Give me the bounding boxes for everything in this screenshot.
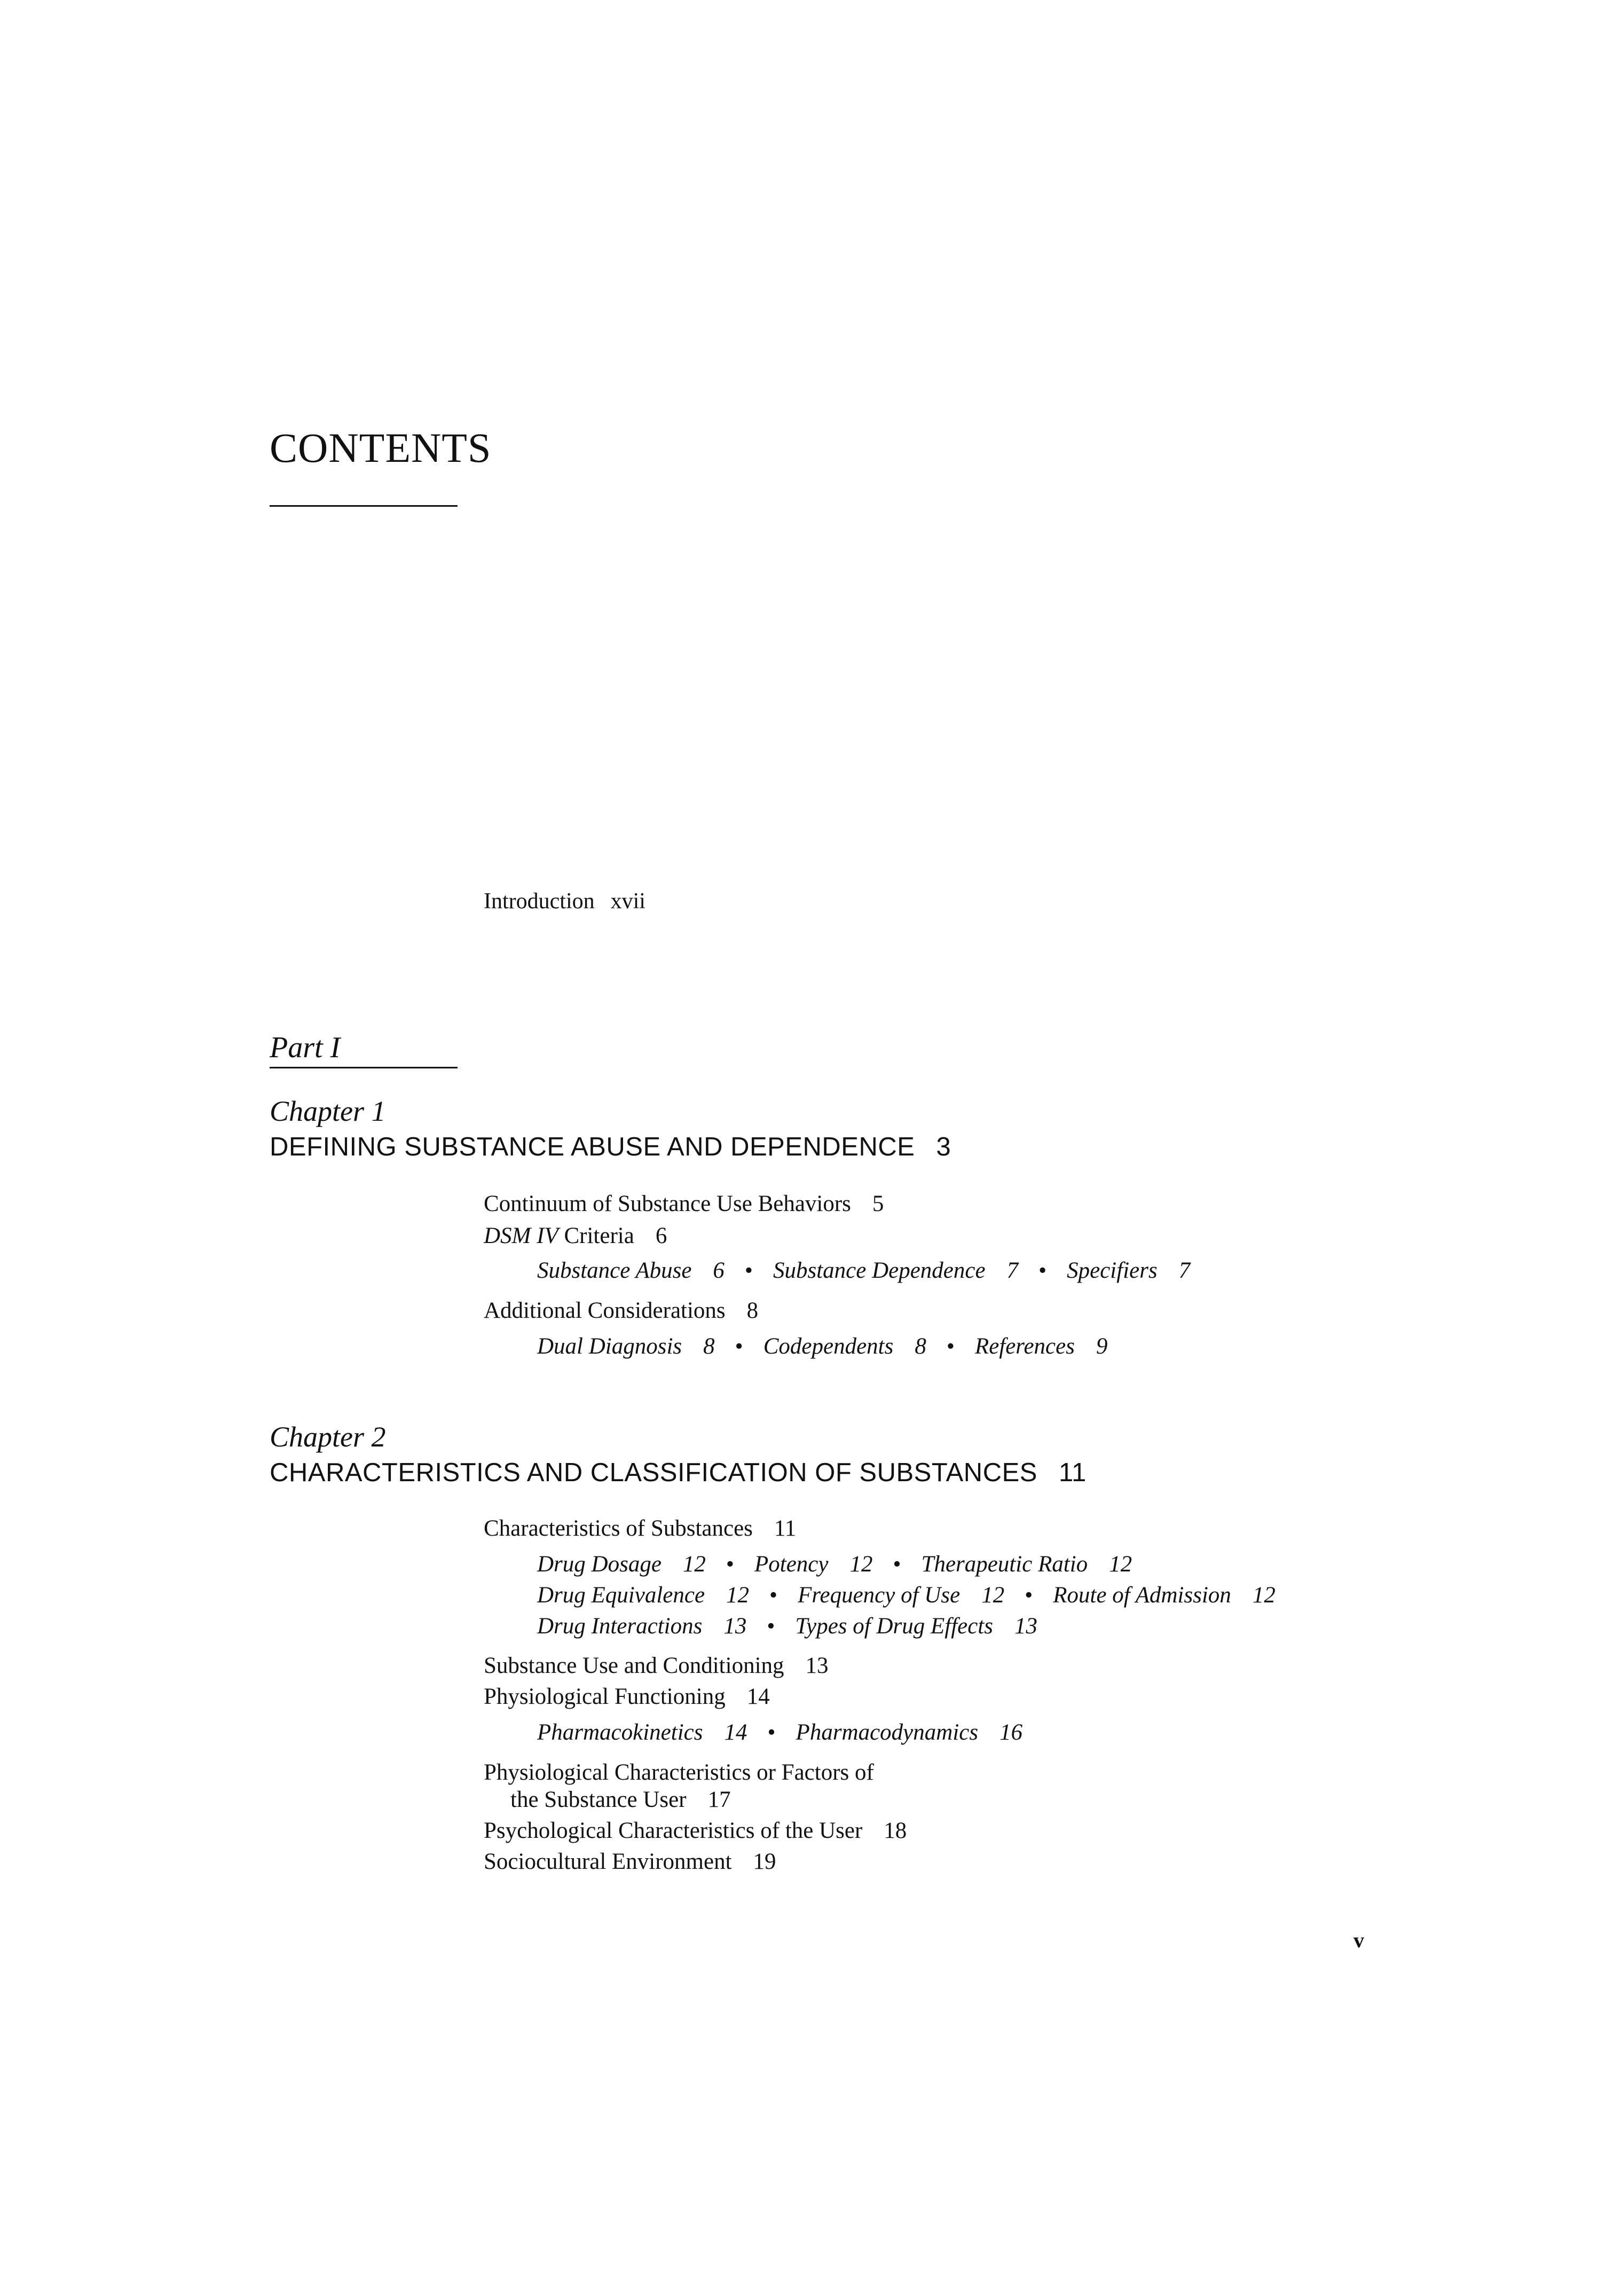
chapter-1-label: Chapter 1 [270,1095,386,1127]
toc-subitem[interactable]: Codependents [763,1334,894,1359]
chapter-1-title[interactable] [270,1132,951,1162]
toc-subitem[interactable]: Types of Drug Effects [795,1614,994,1639]
toc-subitem[interactable]: Drug Equivalence [537,1583,705,1608]
bullet-icon: • [769,1583,778,1608]
toc-introduction[interactable] [484,888,645,914]
toc-entry[interactable]: Physiological Characteristics or Factors of [484,1760,874,1785]
toc-subitems: Substance Abuse 6 • Substance Dependence 7 • Specifiers 7 [537,1258,1191,1283]
bullet-icon: • [1038,1258,1047,1283]
bullet-icon: • [767,1614,775,1639]
toc-entry-continuation[interactable]: the Substance User 17 [510,1787,731,1812]
toc-entry[interactable]: DSM IV Criteria 6 [484,1223,667,1248]
toc-subitem[interactable]: Drug Interactions [537,1614,703,1639]
toc-subitem[interactable]: Substance Dependence [773,1258,986,1283]
page-number: v [1353,1928,1364,1952]
toc-entry[interactable]: Physiological Functioning 14 [484,1684,770,1709]
toc-subitem[interactable]: Pharmacodynamics [796,1720,979,1745]
toc-subitems: Pharmacokinetics 14 • Pharmacodynamics 16 [537,1720,1023,1745]
toc-entry[interactable]: Substance Use and Conditioning 13 [484,1653,829,1678]
part-rule [270,1067,458,1068]
toc-entry[interactable]: Psychological Characteristics of the User 18 [484,1818,907,1843]
chapter-1-page: 3 [936,1133,951,1161]
toc-subitems: Drug Dosage 12 • Potency 12 • Therapeutic Ratio 12 [537,1552,1132,1577]
bullet-icon: • [1025,1583,1033,1608]
toc-subitem[interactable]: Therapeutic Ratio [921,1552,1088,1577]
toc-subitems: Dual Diagnosis 8 • Codependents 8 • References 9 [537,1334,1108,1359]
chapter-2-title[interactable] [270,1458,1086,1488]
toc-entry[interactable]: Sociocultural Environment 19 [484,1849,776,1874]
bullet-icon: • [893,1552,901,1577]
chapter-2-title-text: CHARACTERISTICS AND CLASSIFICATION OF SUBSTANCES [270,1458,1037,1487]
chapter-2-label: Chapter 2 [270,1421,386,1453]
bullet-icon: • [735,1334,743,1359]
bullet-icon: • [946,1334,955,1359]
toc-subitem[interactable]: Frequency of Use [798,1583,960,1608]
toc-subitem[interactable]: Pharmacokinetics [537,1720,703,1745]
toc-subitem[interactable]: Drug Dosage [537,1552,662,1577]
toc-entry[interactable]: Characteristics of Substances 11 [484,1516,797,1541]
toc-subitem[interactable]: Substance Abuse [537,1258,692,1283]
bullet-icon: • [726,1552,734,1577]
toc-entry[interactable]: Additional Considerations 8 [484,1298,759,1323]
toc-subitem[interactable]: Dual Diagnosis [537,1334,682,1359]
chapter-2-page: 11 [1058,1458,1086,1487]
toc-subitem[interactable]: Specifiers [1067,1258,1158,1283]
page-title: CONTENTS [270,424,492,471]
introduction-label: Introduction [484,889,595,914]
chapter-1-title-text: DEFINING SUBSTANCE ABUSE AND DEPENDENCE [270,1133,915,1161]
bullet-icon: • [744,1258,753,1283]
toc-subitem[interactable]: References [974,1334,1075,1359]
toc-subitems: Drug Interactions 13 • Types of Drug Effects 13 [537,1614,1038,1639]
part-label: Part I [270,1031,341,1064]
toc-subitem[interactable]: Potency [754,1552,829,1577]
introduction-page: xvii [610,889,645,914]
title-rule [270,505,458,507]
toc-subitems: Drug Equivalence 12 • Frequency of Use 12 • Route of Admission 12 [537,1583,1275,1608]
bullet-icon: • [767,1720,776,1745]
toc-subitem[interactable]: Route of Admission [1053,1583,1231,1608]
toc-entry[interactable]: Continuum of Substance Use Behaviors 5 [484,1191,884,1216]
